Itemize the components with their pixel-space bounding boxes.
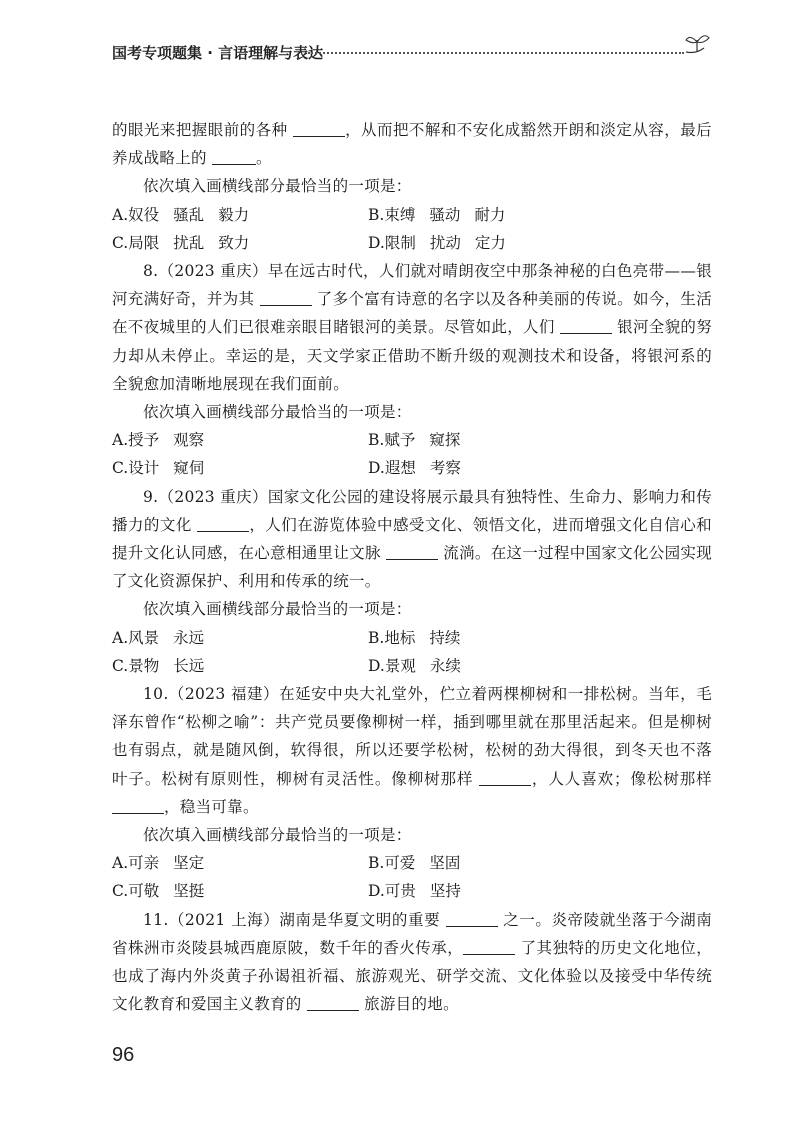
running-header bbox=[112, 36, 712, 76]
fill-blank bbox=[560, 317, 612, 334]
fill-blank bbox=[479, 769, 531, 786]
option-d: D.景观 永续 bbox=[368, 656, 461, 675]
fill-blank bbox=[212, 148, 256, 165]
question-prompt: 依次填入画横线部分最恰当的一项是： bbox=[143, 403, 412, 422]
option-c: C.景物 长远 bbox=[112, 656, 205, 675]
option-a: A.风景 永远 bbox=[112, 628, 205, 647]
question-prompt: 依次填入画横线部分最恰当的一项是： bbox=[143, 600, 412, 619]
fill-blank bbox=[293, 120, 345, 137]
option-d: D.限制 扰动 定力 bbox=[368, 233, 506, 252]
answer-options bbox=[112, 201, 712, 257]
sprout-icon bbox=[682, 30, 712, 60]
answer-options bbox=[112, 624, 712, 680]
question-prompt: 依次填入画横线部分最恰当的一项是： bbox=[143, 177, 412, 196]
option-b: B.赋予 窥探 bbox=[368, 431, 461, 450]
question-8-text: 8.（2023 重庆）早在远古时代，人们就对晴朗夜空中那条神秘的白色亮带——银河充满好奇，并为其 了多个富有诗意的名字以及各种美丽的传说。如今，生活在不夜城里的人们已很难亲眼目睹银河的美景。尽管如此，人们 银河全貌的努力却从未停止。幸运的是，天文学家正借助不断升级的观测技术和设备，将银河系的全貌愈加清晰地展现在我们面前。 bbox=[112, 262, 713, 393]
continued-question-text: 的眼光来把握眼前的各种 ，从而把不解和不安化成豁然开朗和淡定从容，最后养成战略上的 。 bbox=[112, 121, 712, 168]
fill-blank bbox=[112, 797, 164, 814]
answer-options bbox=[112, 849, 712, 905]
question-9-text: 9.（2023 重庆）国家文化公园的建设将展示最具有独特性、生命力、影响力和传播力的文化 ，人们在游览体验中感受文化、领悟文化，进而增强文化自信心和提升文化认同感，在心意相通里让文脉 流淌。在这一过程中国家文化公园实现了文化资源保护、利用和传承的统一。 bbox=[112, 487, 713, 591]
fill-blank bbox=[197, 515, 249, 532]
option-b: B.地标 持续 bbox=[368, 628, 461, 647]
fill-blank bbox=[463, 938, 515, 955]
answer-options bbox=[112, 426, 712, 482]
option-d: D.遐想 考察 bbox=[368, 459, 461, 478]
fill-blank bbox=[386, 543, 438, 560]
option-b: B.可爱 坚固 bbox=[368, 854, 461, 873]
header-title: 国考专项题集 · 言语理解与表达 bbox=[112, 44, 324, 62]
option-c: C.可敬 坚挺 bbox=[112, 882, 205, 901]
header-dotted-rule bbox=[308, 52, 684, 54]
page-number: 96 bbox=[112, 1044, 135, 1066]
option-b: B.束缚 骚动 耐力 bbox=[368, 205, 506, 224]
question-11-text: 11.（2021 上海）湖南是华夏文明的重要 之一。炎帝陵就坐落于今湖南省株洲市炎陵县城西鹿原陂，数千年的香火传承， 了其独特的历史文化地位，也成了海内外炎黄子孙谒祖祈福、旅游观光、研学交流、文化体验以及接受中华传统文化教育和爱国主义教育的 旅游目的地。 bbox=[112, 910, 713, 1014]
question-prompt: 依次填入画横线部分最恰当的一项是： bbox=[143, 826, 412, 845]
option-a: A.授予 观察 bbox=[112, 431, 205, 450]
option-a: A.奴役 骚乱 毅力 bbox=[112, 205, 250, 224]
fill-blank bbox=[260, 289, 312, 306]
option-c: C.局限 扰乱 致力 bbox=[112, 233, 250, 252]
fill-blank bbox=[307, 994, 359, 1011]
question-10-text: 10.（2023 福建）在延安中央大礼堂外，伫立着两棵柳树和一排松树。当年，毛泽东曾作“松柳之喻”：共产党员要像柳树一样，插到哪里就在那里活起来。但是柳树也有弱点，就是随风倒，软得很，所以还要学松树，松树的劲大得很，到冬天也不落叶子。松树有原则性，柳树有灵活性。像柳树那样 ，人人喜欢；像松树那样 ，稳当可靠。 bbox=[112, 685, 712, 816]
option-d: D.可贵 坚持 bbox=[368, 882, 461, 901]
fill-blank bbox=[446, 910, 498, 927]
option-a: A.可亲 坚定 bbox=[112, 854, 205, 873]
page-body bbox=[112, 116, 712, 1019]
option-c: C.设计 窥伺 bbox=[112, 459, 205, 478]
